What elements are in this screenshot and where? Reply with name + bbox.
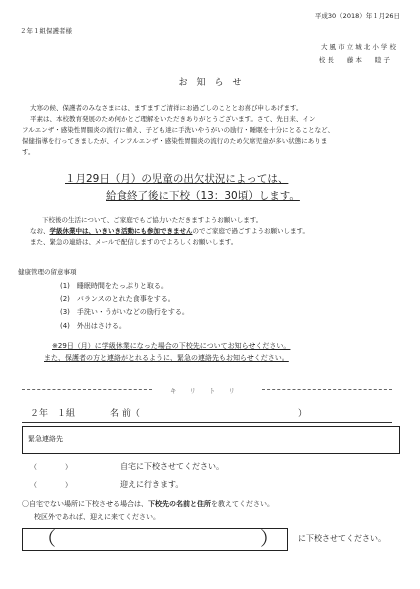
- option-pickup-checkbox[interactable]: （ ）: [30, 481, 72, 489]
- other-suffix: を教えてください。: [211, 500, 274, 508]
- intro-line-5: す。: [22, 148, 35, 156]
- notes-line-2-suffix: のでご家庭で過ごすようお願いします。: [192, 227, 309, 235]
- intro-line-2: 平素は、本校教育発展のため何かとご理解をいただきありがとうございます。さて、先日来、イン: [30, 115, 316, 123]
- health-item-2: (2) バランスのとれた食事をする。: [60, 295, 175, 303]
- health-item-1: (1) 睡眠時間をたっぷりと取る。: [60, 282, 168, 290]
- notes-line-2-prefix: なお、: [30, 227, 50, 235]
- intro-paragraph: [22, 103, 400, 158]
- destination-send-text: に下校させてください。: [298, 534, 386, 543]
- intro-line-3: フルエンザ・感染性胃腸炎の流行に備え、子ども達に手洗いやうがいの励行・睡眠を十分にとることなど、: [22, 126, 335, 134]
- name-label: 名 前（: [110, 409, 140, 419]
- other-location-line-2: 校区外であれば、迎えに来てください。: [34, 513, 160, 521]
- emergency-contact-label: 緊急連絡先: [28, 435, 63, 443]
- name-underline: [22, 422, 392, 423]
- destination-box[interactable]: [22, 528, 288, 551]
- recipient: ２年１組保護者様: [20, 27, 72, 35]
- notes-line-2: [22, 226, 400, 237]
- health-item-4: (4) 外出はさける。: [60, 322, 126, 330]
- intro-line-1: 大寒の候、保護者のみなさまには、ますますご清祥にお過ごしのこととお喜び申しあげます。: [30, 104, 303, 112]
- class-label: ２年 １組: [30, 409, 76, 419]
- health-item-3: (3) 手洗い・うがいなどの励行をする。: [60, 308, 189, 316]
- notes-line-3: また、緊急の連絡は、メールで配信しますのでよろしくお願いします。: [30, 238, 238, 246]
- option-home-checkbox[interactable]: （ ）: [30, 463, 72, 471]
- notes-line-2-bold: 学級休業中は、いきいき活動にも参加できません: [49, 227, 193, 235]
- option-pickup-label: 迎えに行きます。: [120, 480, 184, 489]
- cut-label: キ リ ト リ: [170, 387, 235, 395]
- other-prefix: 〇自宅でない場所に下校させる場合は、: [22, 500, 148, 508]
- emergency-contact-box[interactable]: [22, 426, 400, 454]
- intro-line-4: 保健指導を行ってきましたが、インフルエンザ・感染性胃腸炎の流行のため欠席児童が多い状態にありま: [22, 137, 328, 145]
- notes-paragraph: [22, 215, 400, 248]
- other-bold: 下校先の名前と住所: [148, 500, 211, 508]
- date: 平成30（2018）年１月26日: [314, 12, 400, 20]
- destination-close-paren: ）: [259, 528, 279, 550]
- notes-line-1: 下校後の生活について、ご家庭でもご協力いただきますようお願いします。: [42, 216, 263, 224]
- page-title: お 知 ら せ: [178, 78, 242, 88]
- name-close-paren: ）: [298, 409, 308, 419]
- principal-name: 校 長 藤 本 睦 子: [318, 56, 390, 64]
- cut-line-left: [22, 389, 152, 390]
- announcement-line-2: 給食終了後に下校（13：30頃）します。: [106, 190, 300, 202]
- health-heading: 健康管理の留意事項: [18, 268, 77, 276]
- option-home-label: 自宅に下校させてください。: [120, 462, 224, 471]
- closure-notice-line-2: また、保護者の方と連絡がとれるように、緊急の連絡先もお知らせください。: [44, 354, 289, 362]
- closure-notice-line-1: ※29日（月）に学級休業になった場合の下校先についてお知らせください。: [52, 342, 291, 350]
- cut-line-right: [262, 389, 392, 390]
- announcement-line-1: １月29日（月）の児童の出欠状況によっては、: [65, 173, 289, 185]
- school-name: 大 風 市 立 城 北 小 学 校: [320, 43, 396, 51]
- other-location-line-1: [22, 499, 274, 509]
- destination-open-paren: （: [37, 528, 57, 550]
